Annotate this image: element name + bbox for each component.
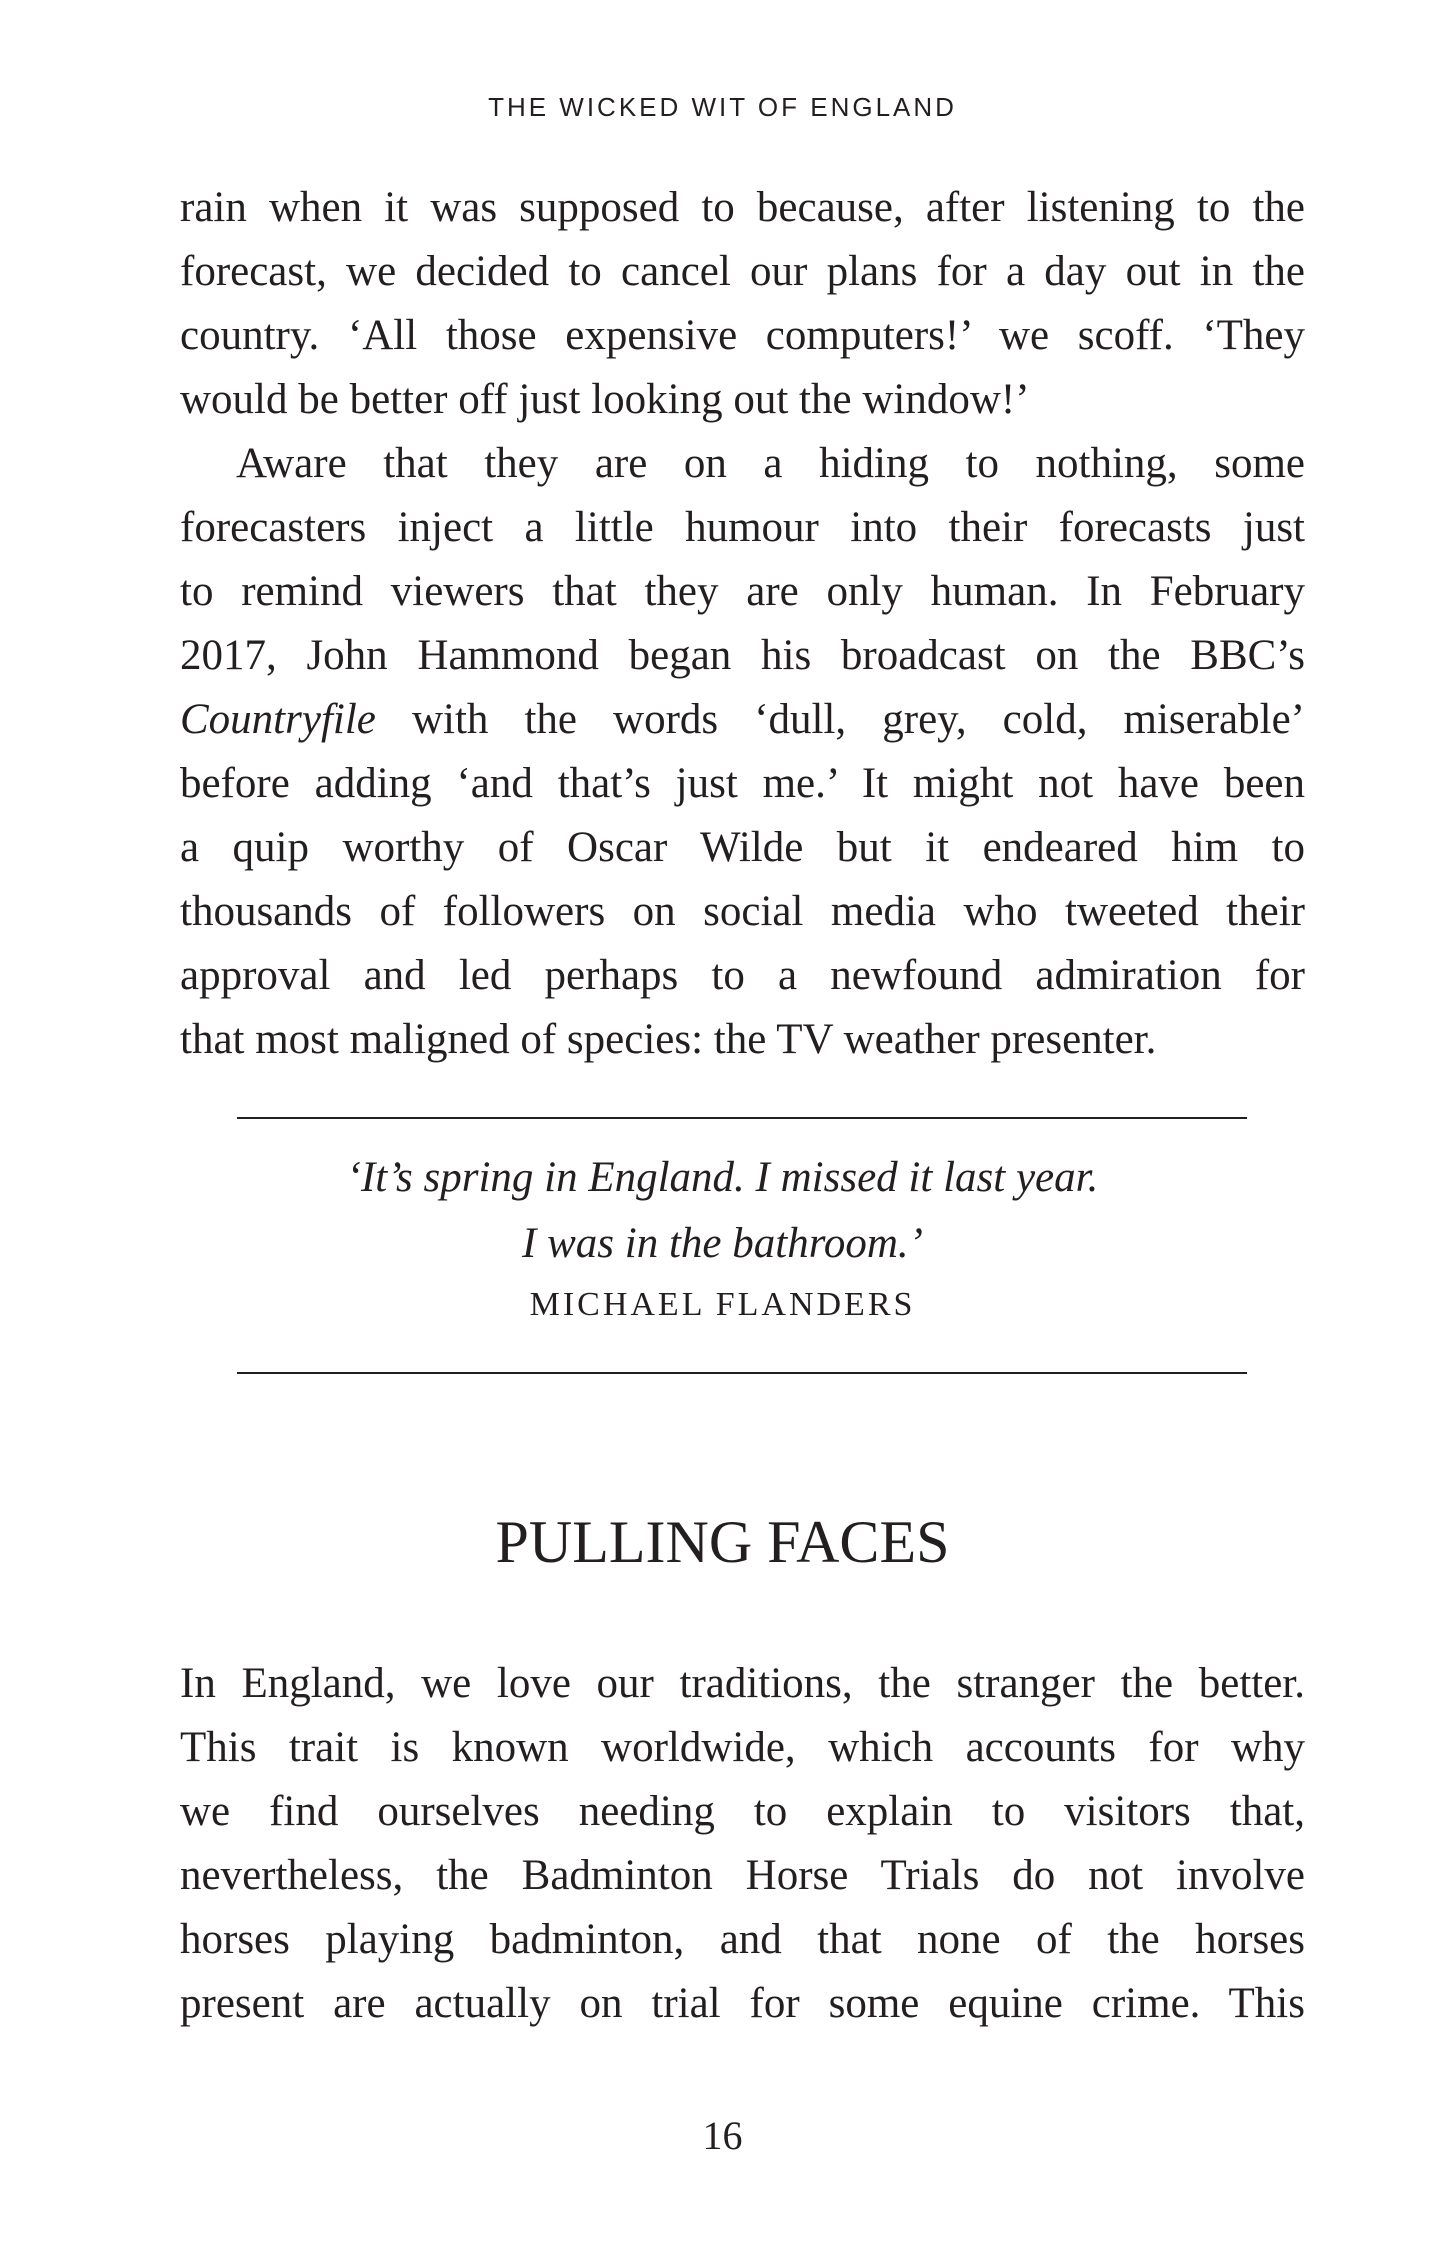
paragraph-continued	[180, 176, 1305, 432]
body-text-top	[180, 176, 1305, 1072]
paragraph-traditions	[180, 1652, 1305, 2036]
quote-attribution: MICHAEL FLANDERS	[529, 1286, 916, 1323]
quote-line: I was in the bathroom.’	[522, 1220, 923, 1267]
text-line: country. ‘All those expensive computers!’ we scoff. ‘They	[180, 312, 1305, 359]
text-line	[180, 688, 1305, 752]
text-line: nevertheless, the Badminton Horse Trials do not involve	[180, 1852, 1305, 1899]
text-line: approval and led perhaps to a newfound admiration for	[180, 952, 1305, 999]
text-line: a quip worthy of Oscar Wilde but it endeared him to	[180, 824, 1305, 871]
text-line: to remind viewers that they are only human. In February	[180, 568, 1305, 615]
paragraph-weather-presenters	[180, 432, 1305, 1072]
text-line: thousands of followers on social media who tweeted their	[180, 888, 1305, 935]
text-fragment: with the words ‘dull, grey, cold, miserable’	[375, 696, 1305, 743]
text-line: that most maligned of species: the TV weather presenter.	[180, 1016, 1157, 1063]
text-line: horses playing badminton, and that none of the horses	[180, 1916, 1305, 1963]
text-line: forecasters inject a little humour into their forecasts just	[180, 504, 1305, 551]
text-line: 2017, John Hammond began his broadcast on the BBC’s	[180, 632, 1305, 679]
text-line: present are actually on trial for some equine crime. This	[180, 1980, 1305, 2027]
text-line: forecast, we decided to cancel our plans for a day out in the	[180, 248, 1305, 295]
quote-rule-bottom	[237, 1372, 1247, 1374]
quote-line: ‘It’s spring in England. I missed it last year.	[346, 1154, 1099, 1201]
quote-rule-top	[237, 1117, 1247, 1119]
body-text-bottom	[180, 1652, 1305, 2036]
text-line: In England, we love our traditions, the stranger the better.	[180, 1660, 1305, 1707]
text-line: rain when it was supposed to because, after listening to the	[180, 184, 1305, 231]
text-line: would be better off just looking out the window!’	[180, 376, 1030, 423]
running-head: THE WICKED WIT OF ENGLAND	[488, 92, 957, 122]
page-number: 16	[702, 2113, 743, 2158]
pull-quote	[0, 1145, 1445, 1277]
text-line: before adding ‘and that’s just me.’ It might not have been	[180, 760, 1305, 807]
text-line: we find ourselves needing to explain to visitors that,	[180, 1788, 1305, 1835]
text-line: This trait is known worldwide, which accounts for why	[180, 1724, 1305, 1771]
programme-title: Countryfile	[180, 696, 376, 743]
text-line: Aware that they are on a hiding to nothing, some	[236, 440, 1305, 487]
section-heading: PULLING FACES	[495, 1509, 950, 1575]
